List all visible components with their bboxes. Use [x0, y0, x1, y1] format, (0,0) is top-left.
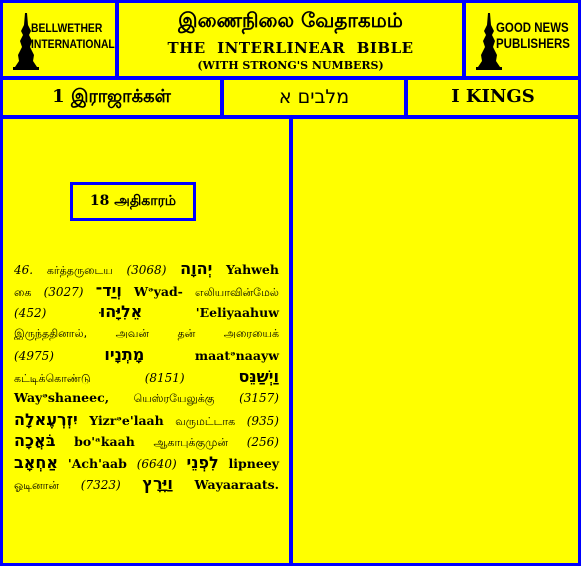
- logo-right-line2: PUBLISHERS: [496, 36, 570, 51]
- strong-number: (3027): [43, 284, 84, 299]
- book-name-english: I KINGS: [451, 86, 535, 107]
- verse-line: [14, 409, 279, 431]
- verse-line: [14, 323, 279, 345]
- title-subtitle: (WITH STRONG'S NUMBERS): [197, 59, 384, 72]
- chapter-heading: [70, 182, 196, 221]
- verse-line: [14, 430, 279, 452]
- title-tamil: இணைநிலை வேதாகமம்: [178, 8, 403, 32]
- strong-number: (8151): [144, 370, 185, 385]
- verse-line: [14, 452, 279, 474]
- hebrew-word: מָתְנָיו: [104, 345, 145, 364]
- bellwether-text: [31, 21, 115, 53]
- logo-left-line1: BELLWETHER: [31, 23, 103, 35]
- strong-number: (6640): [136, 456, 177, 471]
- book-name-hebrew: מלבים א: [278, 86, 350, 108]
- book-name-hebrew-cell: [224, 80, 404, 115]
- bellwether-logo: [3, 3, 115, 76]
- strong-number: (452): [14, 306, 47, 320]
- left-text-panel: [3, 119, 289, 563]
- hebrew-word: יְהוָה: [180, 259, 213, 278]
- logo-left-line2: INTERNATIONAL: [31, 39, 115, 51]
- hebrew-word: וְיַד־: [95, 280, 122, 300]
- tamil-word: அரையைக்: [223, 326, 279, 340]
- transliteration: Wᵊyad-: [133, 283, 183, 299]
- tamil-word: யெஸ்ரயேலுக்கு: [133, 392, 215, 405]
- hebrew-word: יִזְרְעֶאלָה: [14, 409, 78, 429]
- book-name-tamil: 1 இராஜாக்கள்: [52, 86, 171, 107]
- hebrew-word: וַיְשַׁנֵּס: [238, 366, 279, 386]
- tamil-word: கட்டிக்கொண்டு: [14, 371, 91, 385]
- verse-line: [14, 366, 279, 388]
- transliteration: Yahweh: [226, 262, 279, 277]
- strong-number: (3157): [239, 391, 279, 405]
- hebrew-word: וַיָּרָץ: [142, 474, 173, 493]
- logo-right-line1: GOOD NEWS: [496, 20, 569, 35]
- transliteration: 'Ach'aab: [67, 455, 127, 471]
- hebrew-word: לִפְנֵי: [186, 452, 219, 472]
- hebrew-word: אֵלִיָּהוּ: [99, 302, 143, 321]
- verse-line: [14, 387, 279, 409]
- verse-line: [14, 280, 279, 302]
- chapter-label: 18 அதிகாரம்: [89, 193, 177, 209]
- strong-number: (256): [246, 435, 279, 449]
- tamil-word: தன்: [177, 326, 196, 340]
- strong-number: (7323): [80, 478, 121, 492]
- transliteration: Wayaaraats.: [194, 477, 279, 492]
- title-block: [119, 3, 462, 76]
- tamil-word: ஆகாபுக்குமுன்: [153, 436, 229, 449]
- good-news-text: [496, 20, 570, 52]
- verse-46: [14, 258, 279, 495]
- book-name-tamil-cell: [3, 80, 220, 115]
- tamil-word: ஓடினான்: [14, 479, 60, 492]
- right-text-panel: [293, 119, 578, 563]
- transliteration: Yizrᵊe'laah: [89, 412, 164, 428]
- book-name-english-cell: [408, 80, 578, 115]
- good-news-logo: [466, 3, 578, 76]
- verse-line: [14, 258, 279, 280]
- transliteration: bo'ᵃkaah: [74, 434, 135, 449]
- hebrew-word: אַחְאָב: [14, 452, 59, 472]
- tamil-word: அவன்: [115, 326, 150, 340]
- verse-line: [14, 344, 279, 366]
- tamil-word: கை: [14, 285, 32, 299]
- verse-line: [14, 301, 279, 323]
- transliteration: Wayᵊshaneec,: [14, 390, 110, 405]
- strong-number: (935): [246, 413, 279, 428]
- tamil-word: எலியாவின்மேல்: [195, 285, 279, 299]
- hebrew-word: בֹּאֲכָה: [14, 431, 56, 450]
- tamil-word: இருந்ததினால்,: [14, 326, 88, 340]
- transliteration: 'Eeliyaahuw: [195, 305, 279, 320]
- transliteration: lipneey: [228, 455, 279, 471]
- title-english: THE INTERLINEAR BIBLE: [167, 39, 414, 57]
- verse-number: 46.: [14, 263, 34, 277]
- strong-number: (4975): [14, 349, 54, 363]
- transliteration: maatᵊnaayw: [194, 348, 279, 363]
- strong-number: (3068): [126, 263, 167, 277]
- verse-line: [14, 473, 279, 495]
- tamil-word: கர்த்தருடைய: [46, 264, 113, 277]
- tamil-word: வருமட்டாக: [175, 414, 236, 428]
